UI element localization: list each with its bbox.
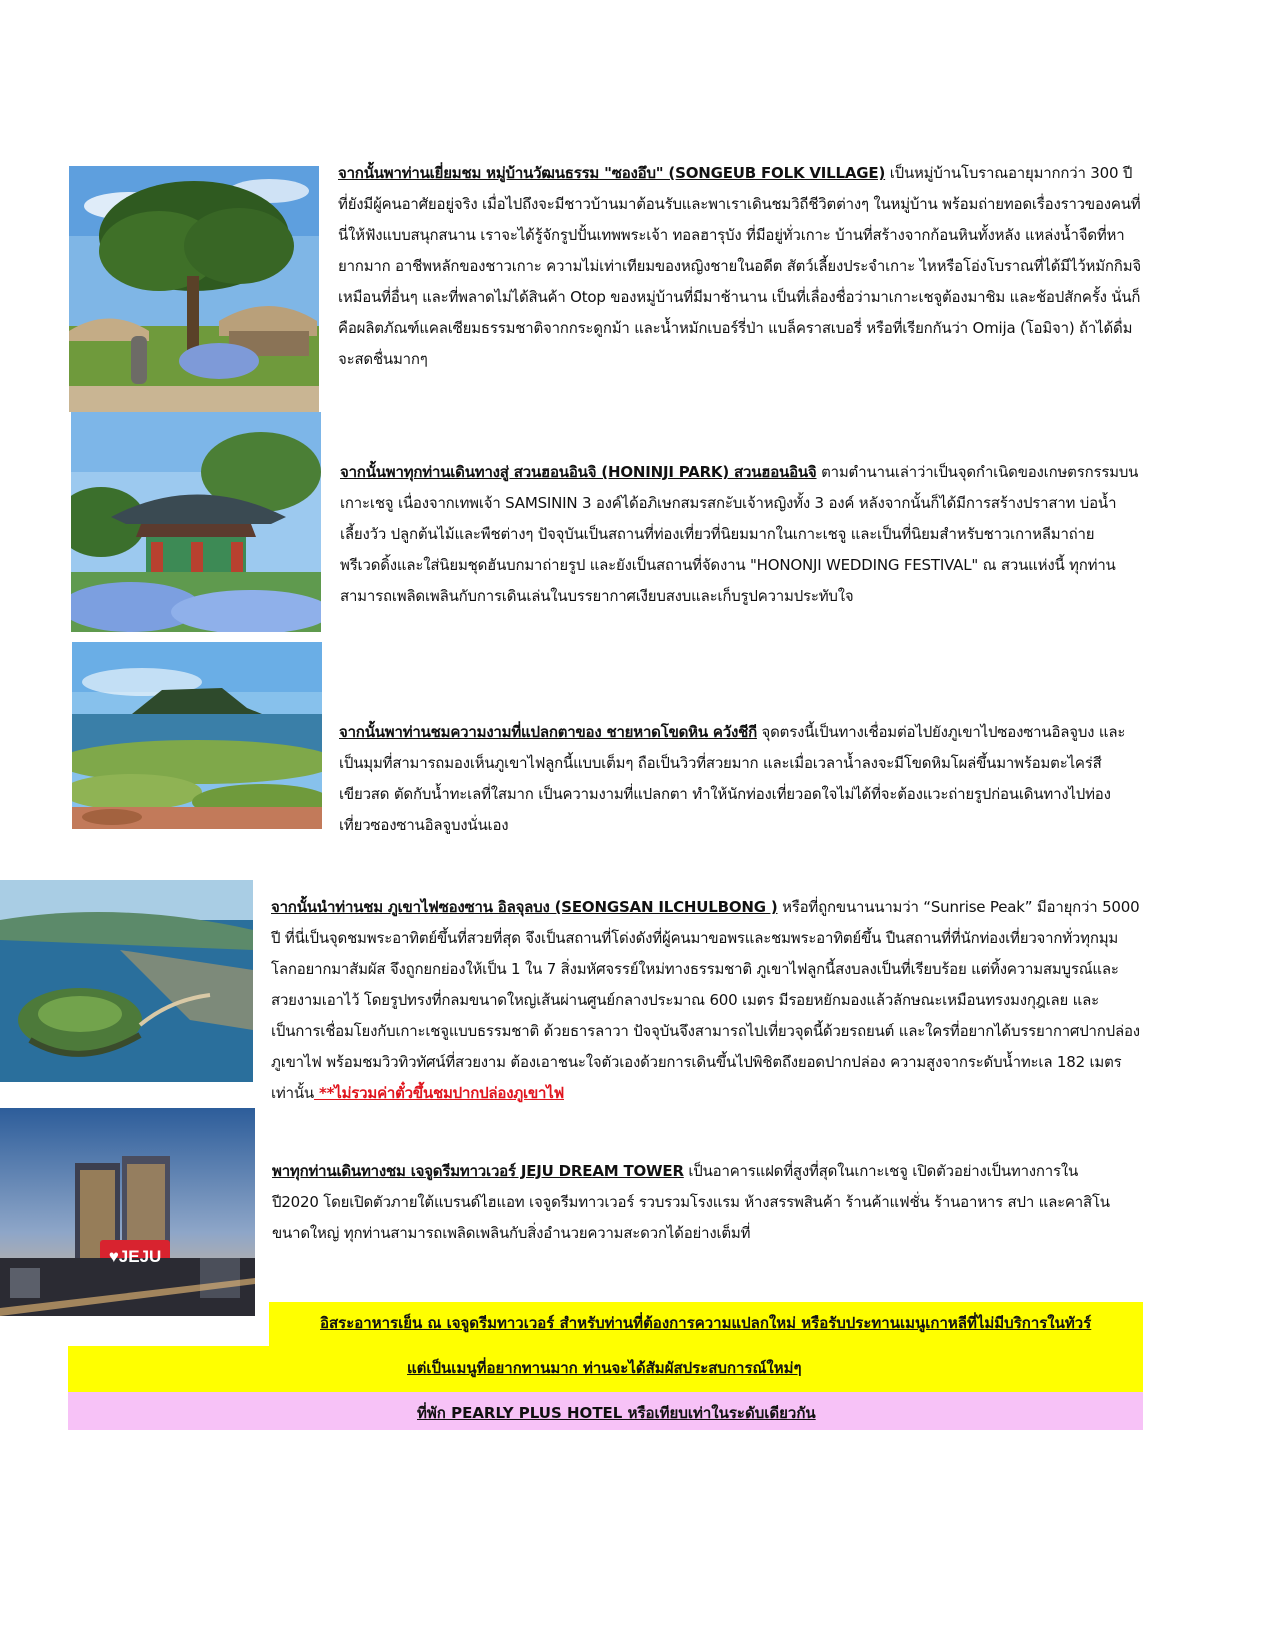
hotel-note: ที่พัก PEARLY PLUS HOTEL หรือเทียบเท่าในระดับเดียวกัน [417,1404,816,1422]
section-seongsan-heading: จากนั้นนำท่านชม ภูเขาไฟซองซาน อิลจุลบง (SEONGSAN ILCHULBONG ) [271,898,778,916]
dinner-note-line2: แต่เป็นเมนูที่อยากทานมาก ท่านจะได้สัมผัสประสบการณ์ใหม่ๆ [407,1359,802,1377]
section-dream-tower-heading: พาทุกท่านเดินทางชม เจจูดรีมทาวเวอร์ JEJU DREAM TOWER [272,1162,684,1180]
section-songeub-heading: จากนั้นพาท่านเยี่ยมชม หมู่บ้านวัฒนธรรม "ซองอึบ" (SONGEUB FOLK VILLAGE) [338,164,886,182]
jeju-sign-text: ♥JEJU [108,1247,162,1266]
section-songeub [338,158,1143,375]
section-honinji [340,457,1145,612]
gwangchigi-beach-photo [72,642,322,829]
honinji-park-photo [71,412,321,632]
section-songeub-body: เป็นหมู่บ้านโบราณอายุมากกว่า 300 ปี ที่ยังมีผู้คนอาศัยอยู่จริง เมื่อไปถึงจะมีชาวบ้านมาต้อนรับและพาเราเดินชมวิถีชีวิตต่างๆ ในหมู่บ้าน พร้อมถ่ายทอดเรื่องราวของคนที่นี่ให้ฟังแบบสนุกสนาน เราจะได้รู้จักรูปปั้นเทพพระเจ้า ทอลฮารุบัง ที่มีอยู่ทั่วเกาะ บ้านที่สร้างจากก้อนหินทั้งหลัง แหล่งน้ำจืดที่หายากมาก อาชีพหลักของชาวเกาะ ความไม่เท่าเทียมของหญิงชายในอดีต สัตว์เลี้ยงประจำเกาะ ไหหรือโอ่งโบราณที่ได้มีไว้หมักกิมจิ เหมือนที่อื่นๆ และที่พลาดไม่ได้สินค้า Otop ของหมู่บ้านที่มีมาช้านาน เป็นที่เลื่องชื่อว่ามาเกาะเชจูต้องมาชิม และช้อปสักครั้ง นั่นก็คือผลิตภัณฑ์แคลเซียมธรรมชาติจากกระดูกม้า และน้ำหมักเบอร์รี่ป่า แบล็คราสเบอรี่ หรือที่เรียกกันว่า Omija (โอมิจา) ถ้าได้ดื่มจะสดชื่นมากๆ [338,164,1141,368]
seongsan-ilchulbong-photo [0,880,253,1082]
section-gwangchigi-heading: จากนั้นพาท่านชมความงามที่แปลกตาของ ชายหาดโขดหิน ควังชีกี [339,723,757,741]
section-honinji-body: ตามตำนานเล่าว่าเป็นจุดกำเนิดของเกษตรกรรมบนเกาะเชจู เนื่องจากเทพเจ้า SAMSININ 3 องค์ได้อภิเษกสมรสกะับเจ้าหญิงทั้ง 3 องค์ หลังจากนั้นก็ได้มีการสร้างปราสาท บ่อน้ำ เลี้ยงวัว ปลูกต้นไม้และพืชต่างๆ ปัจจุบันเป็นสถานที่ท่องเที่ยวที่นิยมมากในเกาะเชจู และเป็นที่นิยมสำหรับชาวเกาหลีมาถ่ายพรีเวดดิ้งและใส่นิยมชุดฮันบกมาถ่ายรูป และยังเป็นสถานที่จัดงาน "HONONJI WEDDING FESTIVAL" ณ สวนแห่งนี้ ทุกท่านสามารถเพลิดเพลินกับการเดินเล่นในบรรยากาศเงียบสงบและเก็บรูปความประทับใจ [340,463,1139,605]
section-seongsan-warning: **ไม่รวมค่าตั๋วขึ้นชมปากปล่องภูเขาไฟ [313,1084,564,1102]
section-gwangchigi-body: จุดตรงนี้เป็นทางเชื่อมต่อไปยังภูเขาไปซองซานอิลจูบง และเป็นมุมที่สามารถมองเห็นภูเขาไฟลูกนี้แบบเต็มๆ ถือเป็นวิวที่สวยมาก และเมื่อเวลาน้ำลงจะมีโขดหิมโผล่ขึ้นมาพร้อมตะไคร่สีเขียวสด ตัดกับน้ำทะเลที่ใสมาก เป็นความงามที่แปลกตา ทำให้นักท่องเที่ยวอดใจไม่ได้ที่จะต้องแวะถ่ายรูปก่อนเดินทางไปท่องเที่ยวซองซานอิลจูบงนั่นเอง [339,723,1126,834]
section-seongsan-body: หรือที่ถูกขนานนามว่า “Sunrise Peak” มีอายุกว่า 5000 ปี ที่นี่เป็นจุดชมพระอาทิตย์ขึ้นที่สวยที่สุด จึงเป็นสถานที่โด่งดังที่ผู้คนมาขอพรและชมพระอาทิตย์ขึ้น ปืนสถานที่ที่นักท่องเที่ยวจากทั่วทุกมุมโลกอยากมาสัมผัส จึงถูกยกย่องให้เป็น 1 ใน 7 สิ่งมหัศจรรย์ใหม่ทางธรรมชาติ ภูเขาไฟลูกนี้สงบลงเป็นที่เรียบร้อย แต่ทิ้งความสมบูรณ์และสวยงามเอาไว้ โดยรูปทรงที่กลมขนาดใหญ่เส้นผ่านศูนย์กลางประมาณ 600 เมตร มีรอยหยักมองแล้วลักษณะเหมือนทรงมงกุฎเลย และเป็นการเชื่อมโยงกับเกาะเชจูแบบธรรมชาติ ด้วยธารลาวา ปัจจุบันจึงสามารถไปเที่ยวจุดนี้ด้วยรถยนต์ และใครที่อยากได้บรรยากาศปากปล่องภูเขาไฟ พร้อมชมวิวทิวทัศน์ที่สวยงาม ต้องเอาชนะใจตัวเองด้วยการเดินขึ้นไปพิชิตถึงยอดปากปล่อง ความสูงจากระดับน้ำทะเล 182 เมตรเท่านั้น [271,898,1140,1102]
section-dream-tower [272,1156,1122,1249]
jeju-dream-tower-photo [0,1108,255,1316]
songeub-folk-village-photo [69,166,319,412]
section-gwangchigi [339,717,1129,841]
section-seongsan [271,892,1143,1109]
section-honinji-heading: จากนั้นพาทุกท่านเดินทางสู่ สวนฮอนอินจิ (HONINJI PARK) สวนฮอนอินจิ [340,463,817,481]
dinner-note-line1: อิสระอาหารเย็น ณ เจจูดรีมทาวเวอร์ สำหรับท่านที่ต้องการความแปลกใหม่ หรือรับประทานเมนูเกาหลีที่ไม่มีบริการในทัวร์ [320,1314,1092,1332]
section-dream-tower-body: เป็นอาคารแฝดที่สูงที่สุดในเกาะเชจู เปิดตัวอย่างเป็นทางการในปี2020 โดยเปิดตัวภายใต้แบรนด์ไฮแอท เจจูดรีมทาวเวอร์ รวบรวมโรงแรม ห้างสรรพสินค้า ร้านค้าแฟชั่น ร้านอาหาร สปา และคาสิโนขนาดใหญ่ ทุกท่านสามารถเพลิดเพลินกับสิ่งอำนวยความสะดวกได้อย่างเต็มที่ [272,1162,1110,1242]
